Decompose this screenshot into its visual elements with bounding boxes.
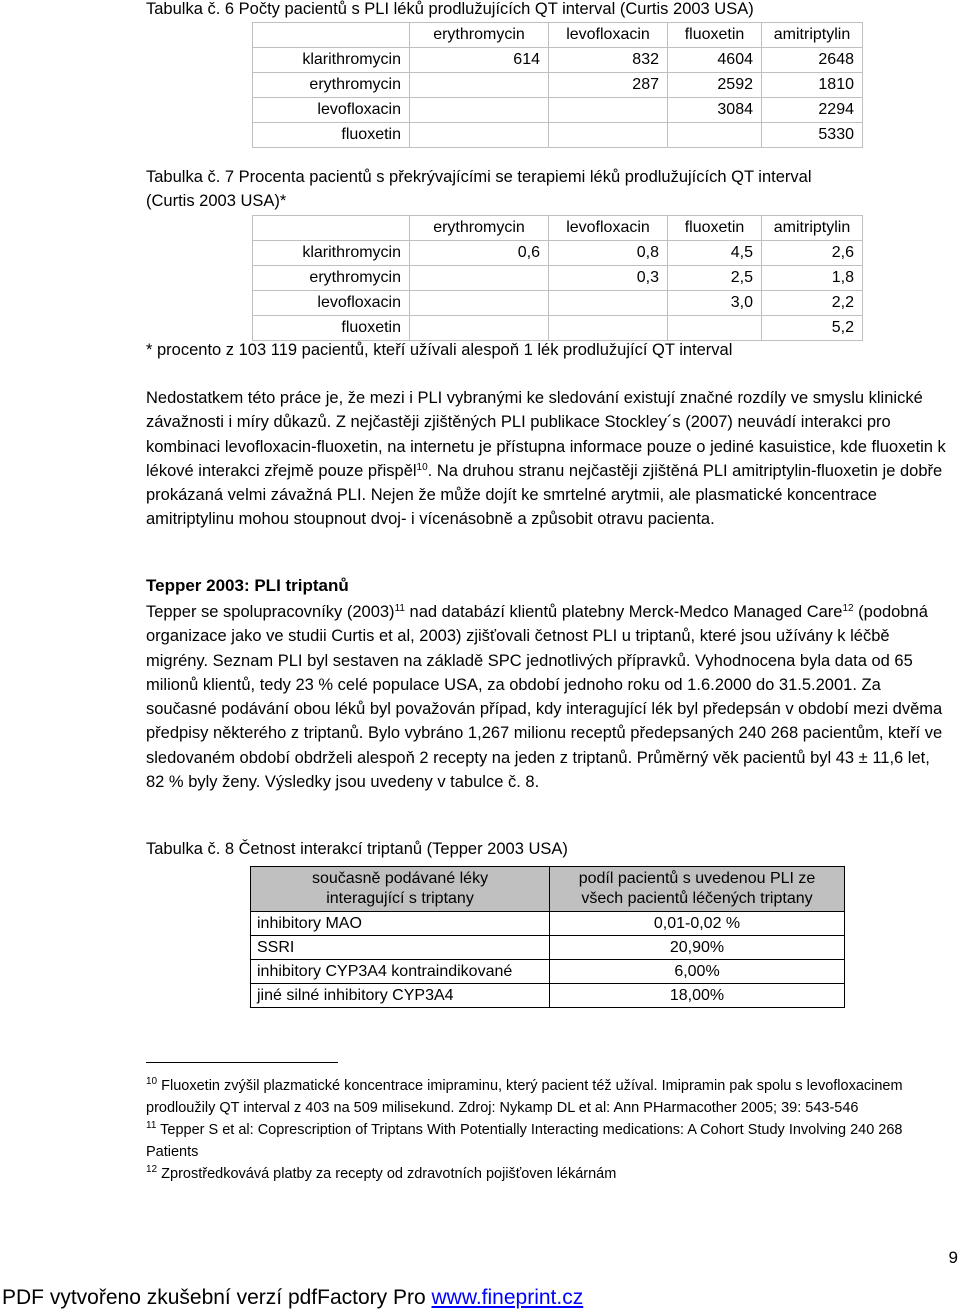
table-cell: [410, 73, 549, 98]
table-row: [253, 98, 863, 123]
table-row: [253, 73, 863, 98]
column-header: [251, 867, 550, 912]
header-line: všech pacientů léčených triptany: [581, 890, 813, 907]
column-header: levofloxacin: [549, 216, 668, 241]
page-number: 9: [948, 1248, 958, 1267]
table-cell: 20,90%: [550, 936, 845, 960]
footnote: [146, 1119, 946, 1163]
table-cell: 5,2: [762, 316, 863, 341]
column-header: amitriptylin: [762, 216, 863, 241]
table-row: [253, 316, 863, 341]
footnote-separator: [146, 1062, 338, 1063]
table6: [252, 22, 863, 148]
table-cell: 2,2: [762, 291, 863, 316]
table-cell: 1,8: [762, 266, 863, 291]
table-cell: 18,00%: [550, 984, 845, 1008]
table-cell: [549, 123, 668, 148]
table-row: [253, 48, 863, 73]
row-label: fluoxetin: [253, 316, 410, 341]
table-cell: 2294: [762, 98, 863, 123]
footnote: [146, 1163, 946, 1185]
section-heading: Tepper 2003: PLI triptanů: [146, 576, 349, 595]
table-row: [251, 960, 845, 984]
footnote-text: Tepper S et al: Coprescription of Triptans With Potentially Interacting medications: A Cohort Study Involving 240 268 Patients: [146, 1122, 903, 1160]
row-label: erythromycin: [253, 266, 410, 291]
footnote-text: Fluoxetin zvýšil plazmatické koncentrace imipraminu, který pacient též užíval. Imipramin pak spolu s levofloxacinem prodloužily QT interval z 403 na 509 milisekund. Zdroj: Nykamp DL et al: Ann PHarmacother 2005; 39: 543-546: [146, 1078, 903, 1116]
table-cell: 0,3: [549, 266, 668, 291]
table-row: [251, 912, 845, 936]
table-header-row: [251, 867, 845, 912]
row-label: jiné silné inhibitory CYP3A4: [251, 984, 550, 1008]
table-cell: 4604: [668, 48, 762, 73]
column-header: amitriptylin: [762, 23, 863, 48]
table-cell: [410, 266, 549, 291]
table-cell: 614: [410, 48, 549, 73]
paragraph-text: . Na druhou stranu nejčastěji zjištěná PLI amitriptylin-fluoxetin je dobře prokázaná velmi závažná PLI. Nejen že může dojít ke smrtelné arytmii, ale plasmatické koncentrace amitriptylinu mohou stoupnout dvoj- i vícenásobně a způsobit otravu pacienta.: [146, 461, 943, 529]
paragraph-text: Nedostatkem této práce je, že mezi i PLI vybranými ke sledování existují značné rozdíly ve smyslu klinické závažnosti i míry důkazů. Z nejčastěji zjištěných PLI publikace Stockley´s (2007) neuvádí interakci pro kombinaci levofloxacin-fluoxetin, na internetu je přístupna informace pouze o jediné kasuistice, kde fluoxetin k lékové interakci zřejmě pouze přispěl: [146, 389, 946, 480]
column-header: erythromycin: [410, 216, 549, 241]
table-row: [253, 266, 863, 291]
table-corner-cell: [253, 23, 410, 48]
table-cell: 0,01-0,02 %: [550, 912, 845, 936]
column-header: erythromycin: [410, 23, 549, 48]
row-label: SSRI: [251, 936, 550, 960]
table-cell: [410, 291, 549, 316]
table-row: [253, 241, 863, 266]
row-label: inhibitory CYP3A4 kontraindikované: [251, 960, 550, 984]
pdf-footer-text: PDF vytvořeno zkušební verzí pdfFactory Pro: [2, 1286, 432, 1309]
header-line: podíl pacientů s uvedenou PLI ze: [578, 870, 816, 887]
footnote-number: 10: [146, 1076, 158, 1087]
paragraph-text: nad databází klientů platebny Merck-Medco Managed Care: [404, 603, 843, 621]
row-label: inhibitory MAO: [251, 912, 550, 936]
table-cell: 2648: [762, 48, 863, 73]
table8-caption: Tabulka č. 8 Četnost interakcí triptanů (Tepper 2003 USA): [146, 840, 568, 858]
table-row: [253, 291, 863, 316]
footnote-text: Zprostředkovává platby za recepty od zdravotních pojišťoven lékárnám: [161, 1166, 617, 1182]
table-cell: 6,00%: [550, 960, 845, 984]
table-cell: [668, 316, 762, 341]
table-cell: 0,8: [549, 241, 668, 266]
table-row: [251, 936, 845, 960]
paragraph-text: Tepper se spolupracovníky (2003): [146, 603, 395, 621]
table-cell: 3084: [668, 98, 762, 123]
row-label: levofloxacin: [253, 98, 410, 123]
header-line: současně podávané léky: [311, 870, 489, 887]
table-cell: 2,6: [762, 241, 863, 266]
table-header-row: [253, 216, 863, 241]
column-header: fluoxetin: [668, 216, 762, 241]
row-label: klarithromycin: [253, 48, 410, 73]
header-line: interagující s triptany: [326, 890, 474, 907]
column-header: [550, 867, 845, 912]
column-header: fluoxetin: [668, 23, 762, 48]
table-corner-cell: [253, 216, 410, 241]
table6-caption: Tabulka č. 6 Počty pacientů s PLI léků prodlužujících QT interval (Curtis 2003 USA): [146, 0, 754, 18]
table-cell: [549, 98, 668, 123]
table-cell: 2592: [668, 73, 762, 98]
table-cell: [410, 123, 549, 148]
pdf-footer: [2, 1286, 583, 1310]
footnotes: [146, 1075, 946, 1185]
table-row: [253, 123, 863, 148]
table8: [250, 866, 845, 1008]
table-cell: 3,0: [668, 291, 762, 316]
table-cell: 287: [549, 73, 668, 98]
table-row: [251, 984, 845, 1008]
table-cell: 832: [549, 48, 668, 73]
body-paragraph: [146, 386, 946, 532]
table-cell: [549, 316, 668, 341]
paragraph-text: (podobná organizace jako ve studii Curtis et al, 2003) zjišťovali četnost PLI u triptanů, které jsou užívány k léčbě migrény. Seznam PLI byl sestaven na základě SPC jednotlivých přípravků. Vyhodnocena byla data od 65 milionů klientů, tedy 23 % celé populace USA, za období jednoho roku od 1.6.2000 do 31.5.2001. Za současné podávání obou léků byl považován případ, kdy interagující lék byl předepsán v období mezi dvěma předpisy některého z triptanů. Bylo vybráno 1,267 milionu receptů předepsaných 240 268 pacientům, kteří ve sledovaném období obdrželi alespoň 2 recepty na jeden z triptanů. Průměrný věk pacientů byl 43 ± 11,6 let, 82 % byly ženy. Výsledky jsou uvedeny v tabulce č. 8.: [146, 603, 943, 792]
table-header-row: [253, 23, 863, 48]
table-cell: 2,5: [668, 266, 762, 291]
table-cell: 1810: [762, 73, 863, 98]
section-paragraph: [146, 600, 946, 794]
row-label: klarithromycin: [253, 241, 410, 266]
table-cell: [410, 316, 549, 341]
footnote-number: 12: [146, 1164, 158, 1175]
table-cell: [668, 123, 762, 148]
footnote-number: 11: [146, 1120, 157, 1131]
row-label: fluoxetin: [253, 123, 410, 148]
table7: [252, 215, 863, 341]
table-cell: [549, 291, 668, 316]
table-cell: [410, 98, 549, 123]
footnote-ref: 10: [416, 461, 428, 473]
row-label: levofloxacin: [253, 291, 410, 316]
row-label: erythromycin: [253, 73, 410, 98]
table7-note: * procento z 103 119 pacientů, kteří užívali alespoň 1 lék prodlužující QT interval: [146, 341, 733, 359]
footnote-ref: 11: [394, 603, 405, 614]
table-cell: 5330: [762, 123, 863, 148]
footnote-ref: 12: [842, 603, 854, 614]
column-header: levofloxacin: [549, 23, 668, 48]
pdf-footer-link[interactable]: www.fineprint.cz: [431, 1286, 584, 1309]
table7-caption: Tabulka č. 7 Procenta pacientů s překrývajícími se terapiemi léků prodlužujících QT interval: [146, 168, 812, 186]
table7-caption-cont: (Curtis 2003 USA)*: [146, 192, 287, 210]
table-cell: 0,6: [410, 241, 549, 266]
footnote: [146, 1075, 946, 1119]
table-cell: 4,5: [668, 241, 762, 266]
